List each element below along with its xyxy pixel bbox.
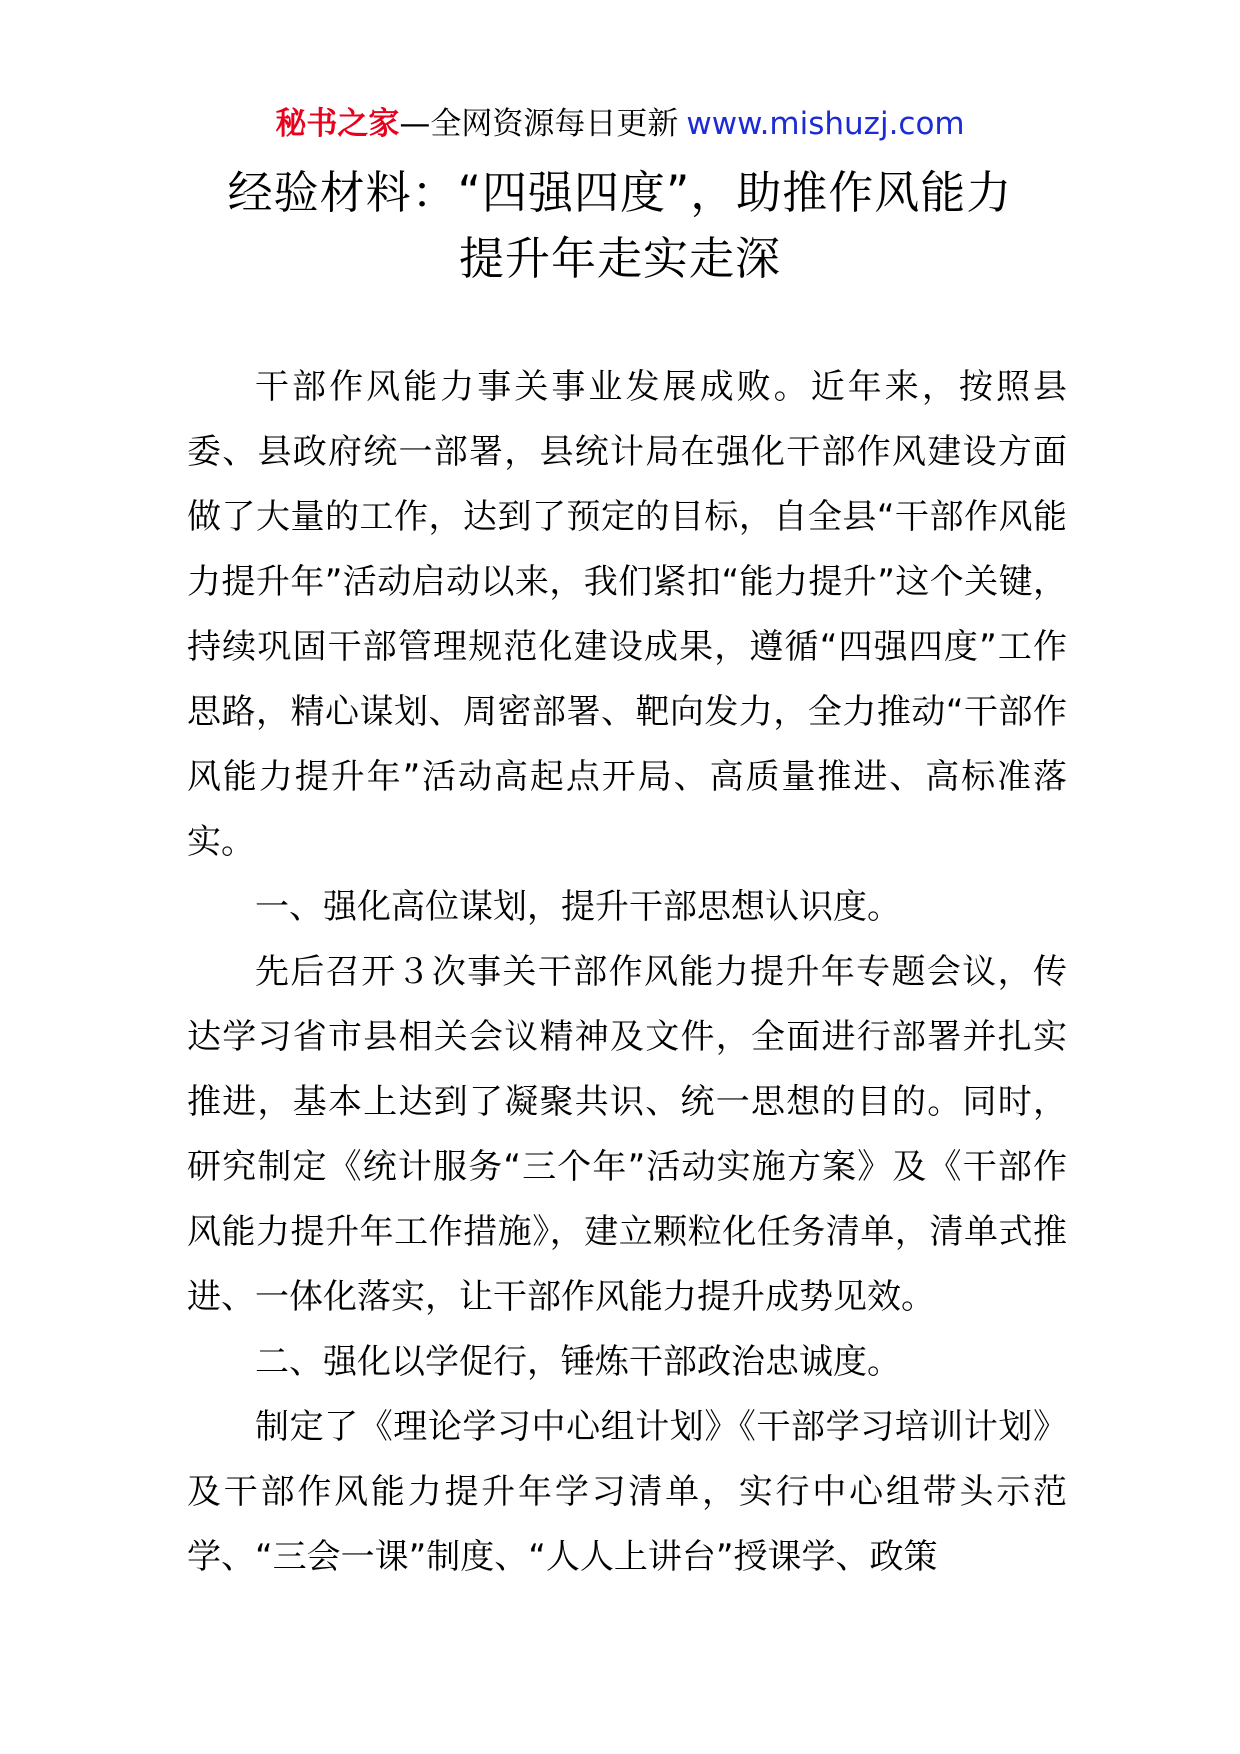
site-header (0, 98, 1240, 150)
document-title-line-2: 提升年走实走深 (458, 232, 781, 285)
section-heading-2: 二、强化以学促行，锤炼干部政治忠诚度。 (255, 1342, 901, 1382)
document-title-line-1: 经验材料：“四强四度”，助推作风能力 (227, 166, 1013, 219)
site-slogan: —全网资源每日更新 (399, 106, 679, 142)
section-1-paragraph: 先后召开３次事关干部作风能力提升年专题会议，传达学习省市县相关会议精神及文件，全面进行部署并扎实推进，基本上达到了凝聚共识、统一思想的目的。同时，研究制定《统计服务“三个年”活动实施方案》及《干部作风能力提升年工作措施》，建立颗粒化任务清单，清单式推进、一体化落实，让干部作风能力提升成势见效。 (187, 952, 1067, 1317)
document-title (120, 160, 1120, 292)
site-url-link[interactable]: www.mishuzj.com (686, 106, 965, 142)
document-body (187, 355, 1067, 1590)
section-heading-1: 一、强化高位谋划，提升干部思想认识度。 (255, 887, 901, 927)
intro-paragraph: 干部作风能力事关事业发展成败。近年来，按照县委、县政府统一部署，县统计局在强化干部作风建设方面做了大量的工作，达到了预定的目标，自全县“干部作风能力提升年”活动启动以来，我们紧扣“能力提升”这个关键，持续巩固干部管理规范化建设成果，遵循“四强四度”工作思路，精心谋划、周密部署、靶向发力，全力推动“干部作风能力提升年”活动高起点开局、高质量推进、高标准落实。 (187, 367, 1067, 862)
section-2-paragraph: 制定了《理论学习中心组计划》《干部学习培训计划》及干部作风能力提升年学习清单，实行中心组带头示范学、“三会一课”制度、“人人上讲台”授课学、政策 (187, 1407, 1067, 1577)
site-brand: 秘书之家 (275, 106, 400, 142)
